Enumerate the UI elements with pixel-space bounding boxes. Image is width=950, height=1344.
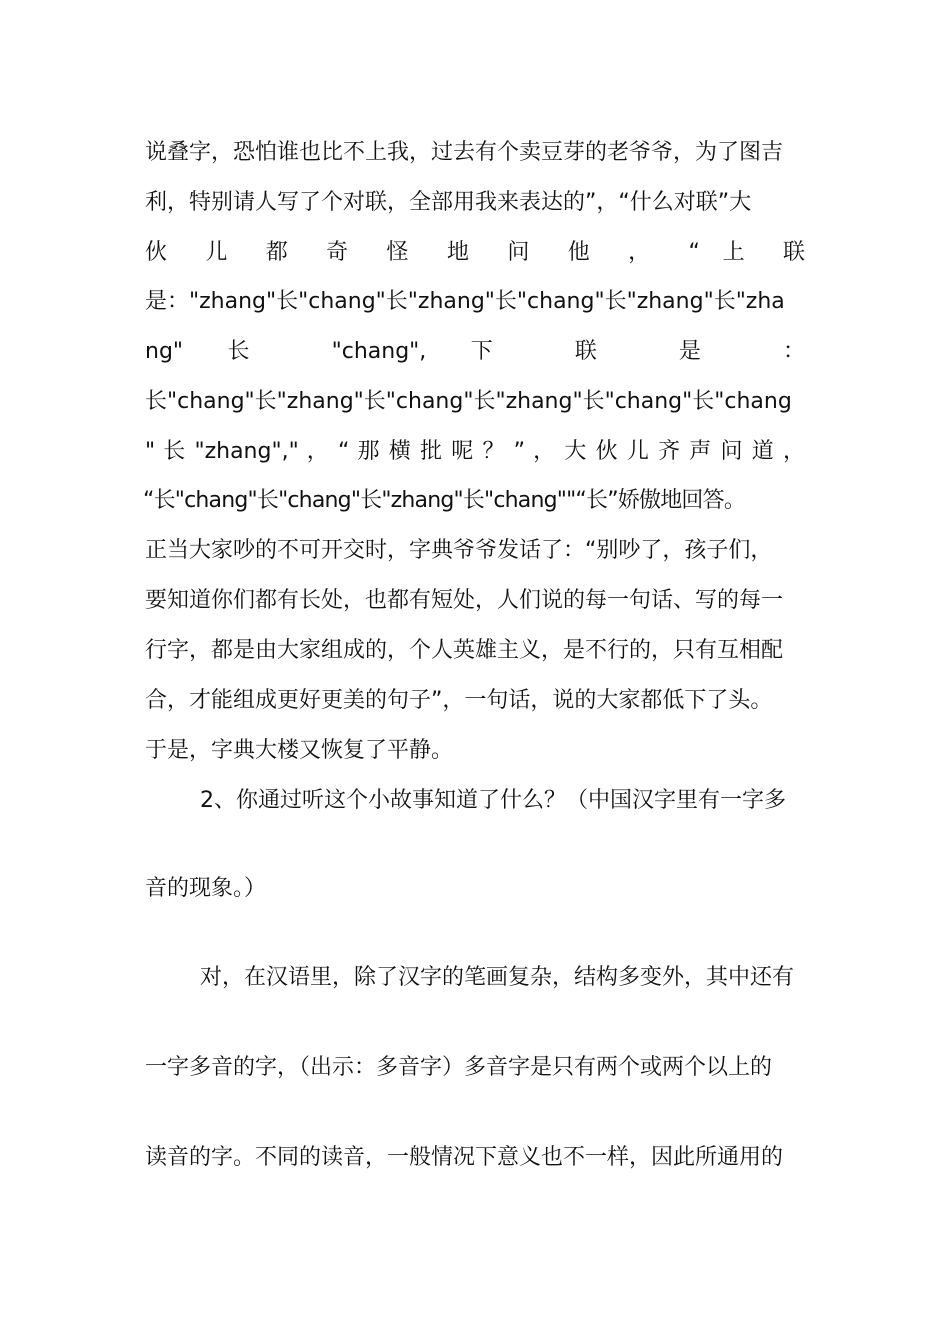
text-line-5: ng" 长 "chang", 下 联 是 ： [145,339,805,364]
text-line-1: 说叠字，恐怕谁也比不上我，过去有个卖豆芽的老爷爷，为了图吉 [145,140,784,165]
text-line-13: 于是，字典大楼又恢复了平静。 [145,738,454,763]
question-line-1: 2、你通过听这个小故事知道了什么？（中国汉字里有一字多 [200,788,786,813]
text-line-7: " 长 "zhang"," ， “ 那 横 批 呢 ？ ” ， 大 伙 儿 齐 声 问 道 ， [145,439,805,464]
paragraph-line-3: 读音的字。不同的读音，一般情况下意义也不一样，因此所通用的 [145,1145,784,1170]
text-line-9: 正当大家吵的不可开交时，字典爷爷发话了：“别吵了，孩子们， [145,538,773,563]
paragraph-line-1: 对，在汉语里，除了汉字的笔画复杂，结构多变外，其中还有 [200,965,795,990]
text-line-8: “长"chang"长"chang"长"zhang"长"chang""“长”娇傲地回答。 [143,488,746,513]
text-line-4: 是："zhang"长"chang"长"zhang"长"chang"长"zhang"长"zha [145,289,785,314]
text-line-12: 合，才能组成更好更美的句子”，一句话，说的大家都低下了头。 [145,688,773,713]
text-line-11: 行字，都是由大家组成的，个人英雄主义，是不行的，只有互相配 [145,638,784,663]
text-line-2: 利，特别请人写了个对联，全部用我来表达的”，“什么对联”大 [145,190,752,215]
paragraph-line-2: 一字多音的字，（出示：多音字）多音字是只有两个或两个以上的 [145,1055,773,1080]
text-line-6: 长"chang"长"zhang"长"chang"长"zhang"长"chang"长"chang [145,389,792,414]
question-line-2: 音的现象。） [145,876,267,901]
text-line-10: 要知道你们都有长处，也都有短处，人们说的每一句话、写的每一 [145,588,784,613]
text-line-3: 伙 儿 都 奇 怪 地 问 他 ， “ 上 联 [145,240,805,265]
